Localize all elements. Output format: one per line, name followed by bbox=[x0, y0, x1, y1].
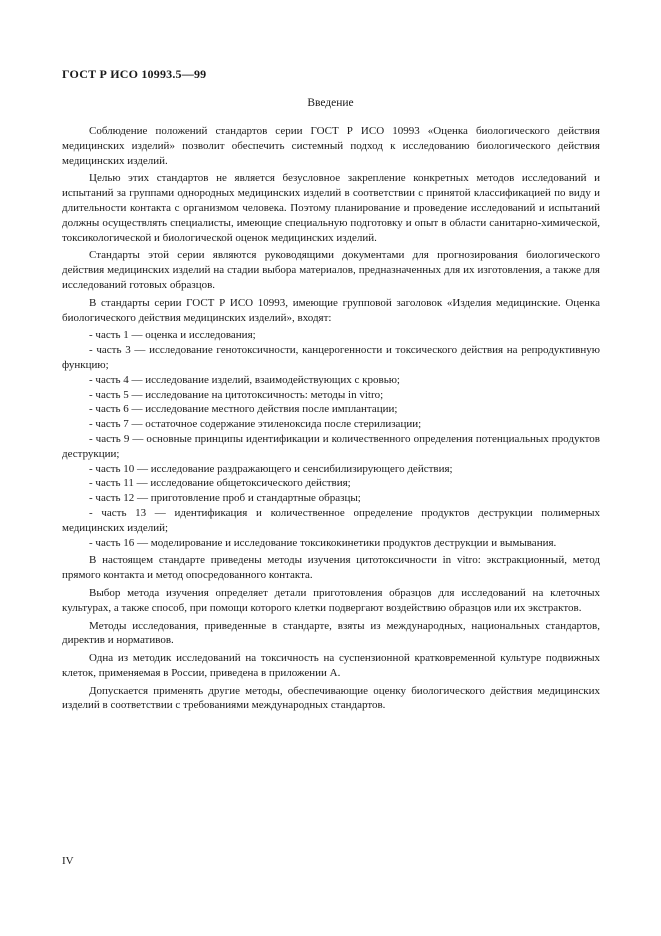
page-number: IV bbox=[62, 855, 74, 867]
list-item: - часть 1 — оценка и исследования; bbox=[89, 329, 256, 342]
paragraph: Стандарты этой серии являются руководящими документами для прогнозирования биологического действия медицинских изделий на стадии выбора материалов, предназначенных для их изготовления, а также для исследований готовых образцов. bbox=[62, 249, 600, 291]
list-item: - часть 7 — остаточное содержание этиленоксида после стерилизации; bbox=[89, 418, 422, 431]
paragraph: Методы исследования, приведенные в стандарте, взяты из международных, национальных стандартов, директив и нормативов. bbox=[62, 619, 600, 647]
list-item: - часть 5 — исследование на цитотоксичность: методы in vitro; bbox=[89, 388, 384, 401]
paragraph: Одна из методик исследований на токсичность на суспензионной кратковременной культуре подвижных клеток, применяемая в России, приведена в приложении А. bbox=[62, 652, 600, 679]
list-item: - часть 13 — идентификация и количественное определение продуктов деструкции полимерных медицинских изделий; bbox=[62, 506, 600, 534]
paragraph: Соблюдение положений стандартов серии ГОСТ Р ИСО 10993 «Оценка биологического действия медицинских изделий» позволит обеспечить системный подход к исследованию биологического действия медицинских изделий. bbox=[62, 125, 600, 167]
paragraph: Целью этих стандартов не является безусловное закрепление конкретных методов исследований и испытаний за группами однородных медицинских изделий в соответствии с принятой классификацией по виду и длительности контакта с организмом человека. Поэтому планирование и проведение исследований и испытаний должны осуществлять специалисты, имеющие специальную подготовку и опыт в области санитарно-химической, токсикологической и биологической оценок медицинских изделий. bbox=[62, 172, 600, 244]
list-item: - часть 12 — приготовление проб и стандартные образцы; bbox=[89, 492, 361, 505]
section-title: Введение bbox=[307, 97, 354, 109]
body-text bbox=[62, 124, 600, 716]
list-item: - часть 9 — основные принципы идентификации и количественного определения потенциальных продуктов деструкции; bbox=[62, 432, 600, 460]
list-item: - часть 11 — исследование общетоксического действия; bbox=[89, 477, 351, 490]
list-item: - часть 16 — моделирование и исследование токсикокинетики продуктов деструкции и вымывания. bbox=[89, 536, 557, 549]
list-item: - часть 10 — исследование раздражающего и сенсибилизирующего действия; bbox=[89, 462, 453, 475]
paragraph: В настоящем стандарте приведены методы изучения цитотоксичности in vitro: экстракционный, метод прямого контакта и метод опосредованного контакта. bbox=[62, 554, 600, 582]
paragraph: Допускается применять другие методы, обеспечивающие оценку биологического действия медицинских изделий в соответствии с требованиями международных стандартов. bbox=[62, 684, 600, 712]
list-item: - часть 6 — исследование местного действия после имплантации; bbox=[89, 403, 398, 416]
document-code: ГОСТ Р ИСО 10993.5—99 bbox=[62, 67, 207, 81]
paragraph: В стандарты серии ГОСТ Р ИСО 10993, имеющие групповой заголовок «Изделия медицинские. Оценка биологического действия медицинских изделий», входят: bbox=[62, 296, 600, 324]
list-item: - часть 3 — исследование генотоксичности, канцерогенности и токсического действия на репродуктивную функцию; bbox=[62, 344, 600, 371]
paragraph: Выбор метода изучения определяет детали приготовления образцов для исследований на клеточных культурах, а также способ, при помощи которого клетки подвергают воздействию образцов или их экстрактов. bbox=[62, 586, 600, 614]
list-item: - часть 4 — исследование изделий, взаимодействующих с кровью; bbox=[89, 373, 400, 386]
